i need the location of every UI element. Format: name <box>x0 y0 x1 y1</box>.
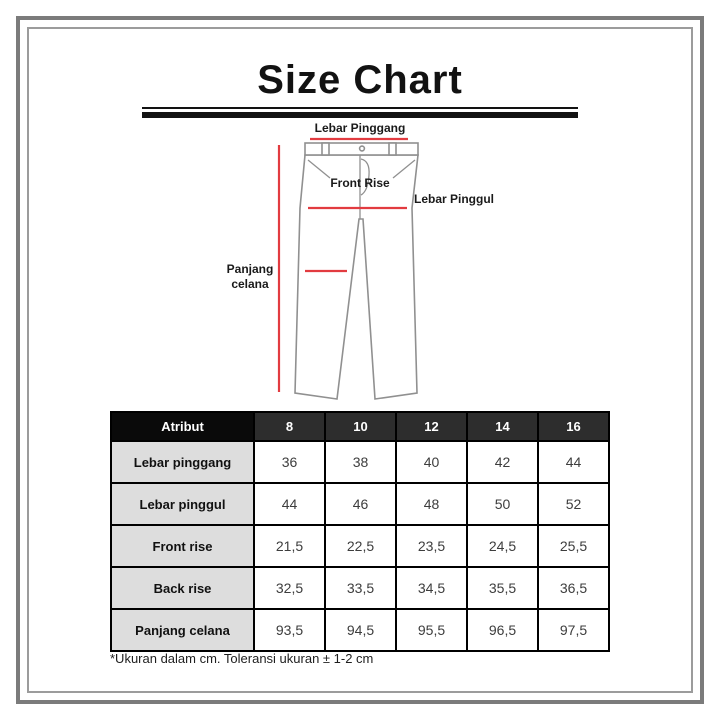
waist-label: Lebar Pinggang <box>314 121 406 135</box>
cell-value: 33,5 <box>325 567 396 609</box>
cell-value: 34,5 <box>396 567 467 609</box>
cell-value: 50 <box>467 483 538 525</box>
cell-value: 35,5 <box>467 567 538 609</box>
table-row-lebar-pinggul <box>111 483 609 525</box>
header-size-16: 16 <box>538 412 609 441</box>
cell-value: 48 <box>396 483 467 525</box>
length-label-line1: Panjang <box>226 262 274 276</box>
cell-value: 36 <box>254 441 325 483</box>
table-row-lebar-pinggang <box>111 441 609 483</box>
cell-value: 42 <box>467 441 538 483</box>
belt-loop-right <box>389 143 396 155</box>
cell-value: 32,5 <box>254 567 325 609</box>
cell-value: 23,5 <box>396 525 467 567</box>
row-label: Back rise <box>111 567 254 609</box>
table-header-row <box>111 412 609 441</box>
waist-button <box>360 146 365 151</box>
cell-value: 24,5 <box>467 525 538 567</box>
header-size-10: 10 <box>325 412 396 441</box>
belt-loop-left <box>322 143 329 155</box>
pants-diagram <box>0 115 720 405</box>
row-label: Lebar pinggang <box>111 441 254 483</box>
header-size-14: 14 <box>467 412 538 441</box>
cell-value: 46 <box>325 483 396 525</box>
cell-value: 44 <box>538 441 609 483</box>
front-rise-label: Front Rise <box>330 176 390 190</box>
cell-value: 93,5 <box>254 609 325 651</box>
header-atribut: Atribut <box>111 412 254 441</box>
divider-thin-line <box>142 107 578 109</box>
cell-value: 40 <box>396 441 467 483</box>
cell-value: 25,5 <box>538 525 609 567</box>
table-row-front-rise <box>111 525 609 567</box>
cell-value: 97,5 <box>538 609 609 651</box>
header-size-8: 8 <box>254 412 325 441</box>
cell-value: 96,5 <box>467 609 538 651</box>
header-size-12: 12 <box>396 412 467 441</box>
row-label: Panjang celana <box>111 609 254 651</box>
units-footnote: *Ukuran dalam cm. Toleransi ukuran ± 1-2 cm <box>110 651 374 666</box>
size-table <box>110 411 610 652</box>
cell-value: 44 <box>254 483 325 525</box>
cell-value: 95,5 <box>396 609 467 651</box>
table-row-back-rise <box>111 567 609 609</box>
table-row-panjang-celana <box>111 609 609 651</box>
cell-value: 22,5 <box>325 525 396 567</box>
hip-label: Lebar Pinggul <box>414 192 495 206</box>
cell-value: 52 <box>538 483 609 525</box>
row-label: Front rise <box>111 525 254 567</box>
cell-value: 94,5 <box>325 609 396 651</box>
length-label <box>215 262 285 292</box>
page-title: Size Chart <box>257 58 463 102</box>
cell-value: 21,5 <box>254 525 325 567</box>
row-label: Lebar pinggul <box>111 483 254 525</box>
cell-value: 38 <box>325 441 396 483</box>
cell-value: 36,5 <box>538 567 609 609</box>
length-label-line2: celana <box>231 277 269 291</box>
size-table-container <box>110 411 610 652</box>
